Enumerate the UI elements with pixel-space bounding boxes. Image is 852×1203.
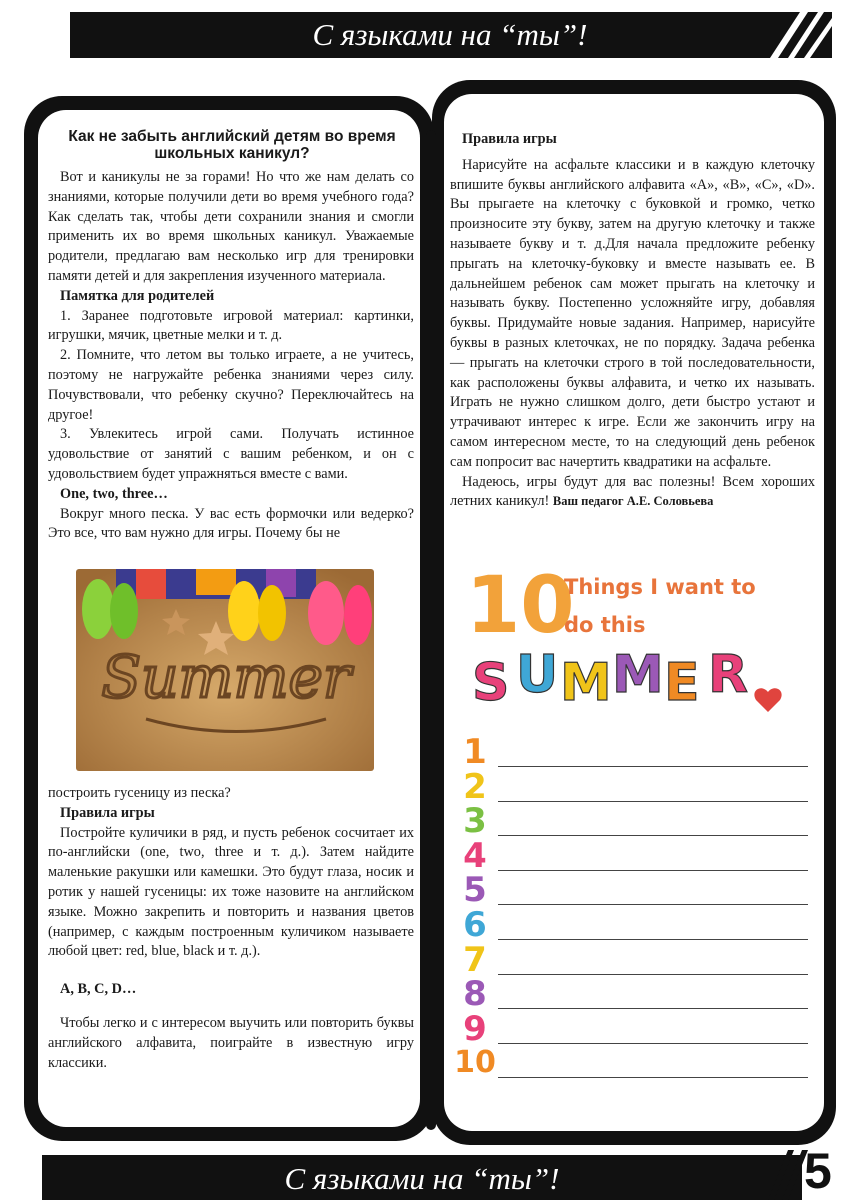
summer-letter: U [516,645,559,705]
list-number: 9 [463,1008,487,1049]
closing-paragraph [450,473,815,513]
rules-text-left: Постройте куличики в ряд, и пусть ребенок сосчитает их по-английски (one, two, three и т. д.). Затем найдите маленькие ракушки или камешки. Это будут глаза, носик и ротик у нашей гусеницы: их тоже назовите на английском языке. Можно закрепить и повторить и названия цветов (например, с каждым построенным куличиком называете любой цвет: red, blue, black и т. д.). [48,824,414,960]
game2-text: Чтобы легко и с интересом выучить или повторить буквы английского алфавита, поиграйте в известную игру классики. [48,1014,414,1071]
list-number: 10 [454,1045,496,1081]
write-line [498,766,808,767]
poster-line1: Things I want to [564,575,756,599]
write-line [498,1077,808,1078]
signature: Ваш педагог А.Е. Соловьева [552,494,714,509]
write-line [498,939,808,940]
list-item [452,939,822,980]
header-banner [70,12,830,58]
write-line [498,1008,808,1009]
left-text-upper [48,168,414,544]
heart-icon [754,688,781,712]
summer-letter: E [664,653,700,713]
footer-banner [42,1155,802,1200]
memo-item-3: 3. Увлекитесь игрой сами. Получать истинное удовольствие от занятий с вашим ребенком, и он с удовольствием будет упражняться вместе с вами. [48,426,414,482]
memo-item-2: 2. Помните, что летом вы только играете, а не учитесь, поэтому не нагружайте ребенка знаниями через силу. Почувствовали, что ребенку скучно? Переключайтесь на другое! [48,347,414,423]
game2-title: A, B, C, D… [60,981,137,998]
footer-stripes-decoration [768,1150,808,1200]
intro-paragraph: Вот и каникулы не за горами! Но что же нам делать со знаниями, которые получили дети во время учебного года? Как сделать так, чтобы дети сохранили знания и смогли применить их во время школьных каникул. Уважаемые родители, предлагаю вам несколько игр для тренировки памяти детей и для закрепления изученного материала. [48,169,414,284]
list-item [452,1046,822,1080]
list-number: 4 [463,835,487,876]
list-number: 1 [463,732,487,772]
footer-title: С языками на “ты”! [284,1161,560,1196]
list-number: 8 [463,974,487,1015]
write-line [498,870,808,871]
write-line [498,904,808,905]
list-item [452,801,822,842]
list-number: 7 [463,939,487,980]
summer-letter: M [612,645,664,705]
column-divider [426,130,436,1130]
memo-title: Памятка для родителей [60,287,215,304]
list-item [452,870,822,911]
game1-continuation: построить гусеницу из песка? [48,785,231,801]
list-number: 6 [463,905,487,945]
summer-letter: R [708,645,749,705]
list-number: 3 [463,801,487,842]
poster-line2: do this [564,613,646,637]
right-text [450,130,815,512]
list-number: 5 [463,870,487,911]
list-item [452,974,822,1015]
rules-text-right: Нарисуйте на асфальте классики и в каждую клеточку впишите буквы английского алфавита «A», «B», «C», «D». Вы прыгаете на клеточку с буковкой и громко, четко произносите эту букву, затем на другую клеточку и также называете букву и т. д.Для начала предложите ребенку прыгать на клеточку-буковку и вместе называть ее. В дальнейшем ребенок сам может прыгать на клеточку и называть букву. Постепенно усложняйте игру, добавляя буквы. Придумайте новые задания. Например, нарисуйте буквы в разных клеточках, не по порядку. Задача ребенка — прыгать на клеточки строго в той последовательности, как расположены буквы алфавита, и четко их называть. Играть не нужно слишком долго, дети быстро устают и утрачивают интерес к игре. Если же закончить игру на самом интересном месте, то на следующий день ребенок сам попросит вас начертить квадратики на асфальте. [450,156,815,470]
summer-poster [452,560,832,730]
rules-title-right: Правила игры [462,131,557,147]
write-line [498,835,808,836]
memo-item-1: 1. Заранее подготовьте игровой материал: картинки, игрушки, мячик, цветные мелки и т. д. [48,307,414,344]
header-stripes-decoration [760,12,832,58]
summer-sand-photo [76,569,374,771]
list-item [452,1008,822,1049]
list-item [452,835,822,876]
closing-text: Надеюсь, игры будут для вас полезны! Всем хороших летних каникул! [450,473,815,510]
game1-title: One, two, three… [60,485,168,502]
list-number: 2 [463,766,487,807]
game1-text: Вокруг много песка. У вас есть формочки или ведерко? Это все, что вам нужно для игры. Почему бы не [48,505,414,542]
summer-letter: M [560,653,612,713]
photo-sand-word: Summer [101,643,351,711]
page-number: 5 [804,1143,832,1199]
list-item [452,732,822,772]
write-line [498,801,808,802]
header-title: С языками на “ты”! [312,17,588,52]
poster-big-number: 10 [466,561,575,651]
list-item [452,905,822,945]
list-item [452,766,822,807]
rules-title-left: Правила игры [60,804,155,821]
poster-summer-word [472,645,748,713]
write-line [498,1043,808,1044]
left-text-lower [48,784,414,1073]
article-heading: Как не забыть английский детям во время школьных каникул? [68,128,396,162]
write-line [498,974,808,975]
summer-letter: S [472,653,510,713]
